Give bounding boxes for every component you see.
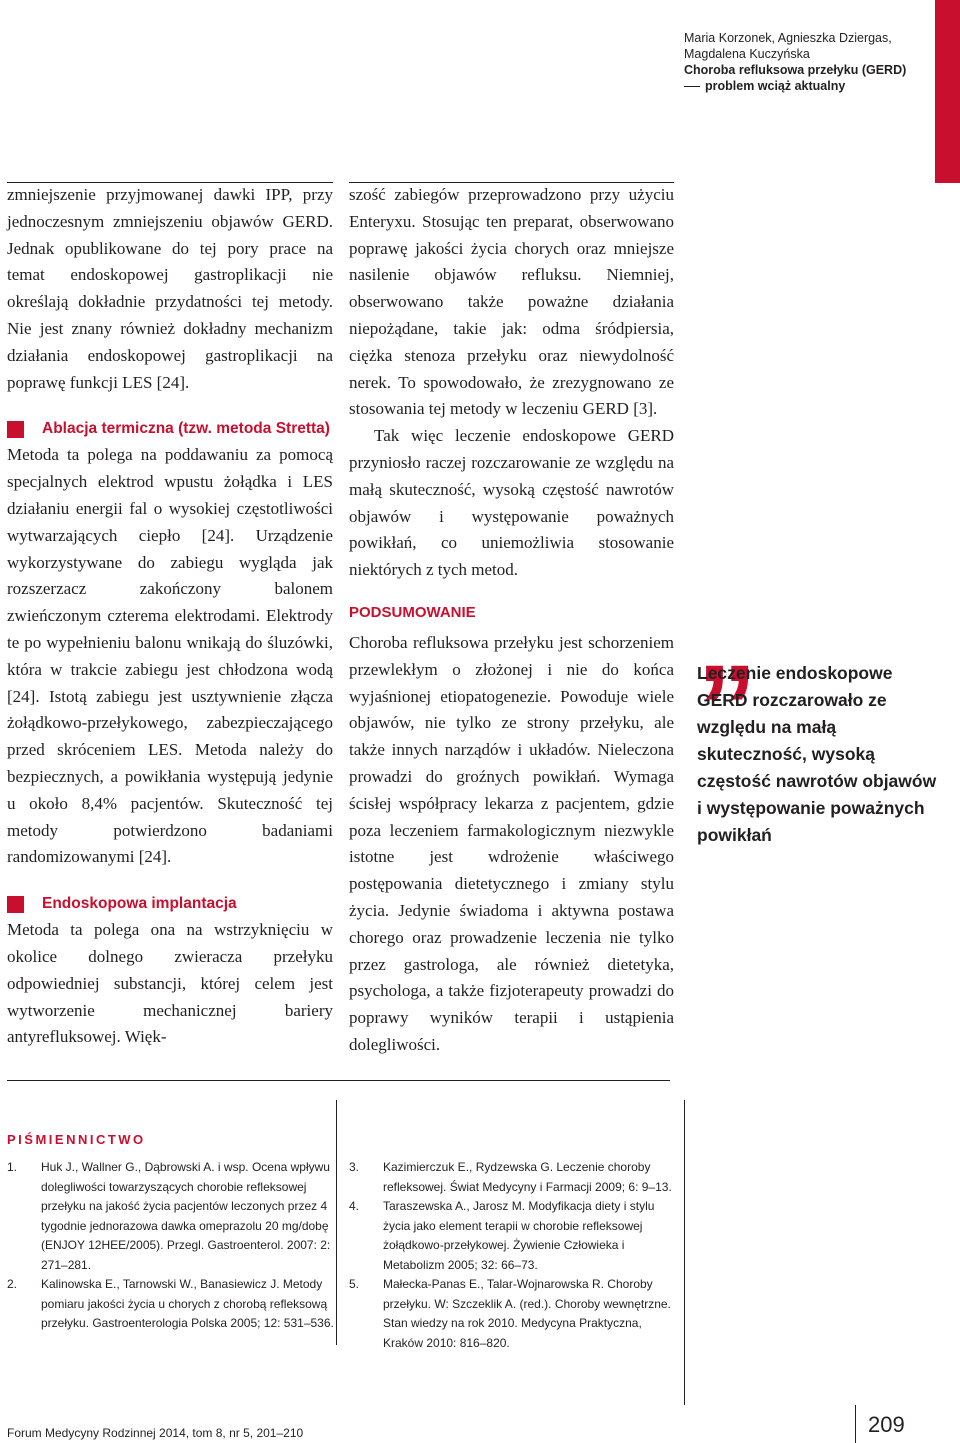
footer-divider <box>855 1405 856 1443</box>
ablation-paragraph: Metoda ta polega na poddawaniu za pomocą specjalnych elektrod wpustu żołądka i LES działaniu energii fal o wysokiej częstotliwości wytwarzających ciepło [24]. Urządzenie wykorzystywane do zabiegu wygląda jak rozszerzacz zakończony balonem zwieńczonym czterema elektrodami. Elektrody te po wypełnieniu balonu wnikają do śluzówki, która w trakcie zabiegu jest chłodzona wodą [24]. Istotą zabiegu jest usztywnienie złącza żołądkowo-przełykowego, zabezpieczającego przed skróceniem LES. Metoda należy do bezpiecznych, a powikłania występują jedynie u około 8,4% pacjentów. Skuteczność tej metody potwierdzono badaniami randomizowanymi [24]. <box>7 445 333 867</box>
section-heading-implantation <box>7 891 333 917</box>
running-head-title-2: problem wciąż aktualny <box>705 79 846 93</box>
references-left <box>7 1158 337 1334</box>
reference-number: 3. <box>349 1160 360 1174</box>
summary-heading: PODSUMOWANIE <box>349 603 476 621</box>
running-head <box>684 30 924 94</box>
references-right <box>349 1158 674 1353</box>
reference-item <box>349 1275 674 1353</box>
reference-text: Kazimierczuk E., Rydzewska G. Leczenie choroby refleksowej. Świat Medycyny i Farmacji 2009; 6: 9–13. <box>383 1160 672 1194</box>
article-column-1 <box>7 182 333 1051</box>
summary-paragraph: Choroba refluksowa przełyku jest schorzeniem przewlekłym o złożonej i nie do końca wyjaśnionej etiopatogenezie. Powoduje wiele objawów, nie tylko ze strony przełyku, ale także innych narządów i układów. Nieleczona prowadzi do groźnych powikłań. Wymaga ścisłej współpracy lekarza z pacjentem, gdzie poza leczeniem farmakologicznym niezwykle istotne jest wdrożenie właściwego postępowania dietetycznego i zmiany stylu życia. Jedynie świadoma i aktywna postawa chorego oraz prowadzenie leczenia nie tylko przez gastrologa, ale również dietetyka, psychologa, a także fizjoterapeuty prowadzi do poprawy wyników terapii i ustąpienia dolegliwości. <box>349 632 674 1054</box>
intro-paragraph: zmniejszenie przyjmowanej dawki IPP, przy jednoczesnym zmniejszeniu objawów GERD. Jednak opublikowane do tej pory prace na temat endoskopowej gastroplikacji nie określają dokładnie przydatności tej metody. Nie jest znany również dokładny mechanizm działania endoskopowej gastroplikacji na poprawę funkcji LES [24]. <box>7 185 333 392</box>
pull-quote-text: Leczenie endoskopowe GERD rozczarowało ze względu na małą skuteczność, wysoką częstość nawrotów objawów i występowanie poważnych powikłań <box>697 663 937 845</box>
section-heading-ablation-text: Ablacja termiczna (tzw. metoda Stretta) <box>42 420 330 438</box>
reference-text: Taraszewska A., Jarosz M. Modyfikacja diety i stylu życia jako element terapii w chorobie refleksowej żołądkowo-przełykowej. Żywienie Człowieka i Metabolizm 2005; 32: 66–73. <box>383 1199 655 1272</box>
reference-number: 5. <box>349 1277 360 1291</box>
page-number: 209 <box>868 1412 905 1437</box>
reference-number: 1. <box>7 1160 18 1174</box>
implantation-paragraph: Metoda ta polega ona na wstrzyknięciu w okolice dolnego zwieracza przełyku odpowiedniej substancji, której celem jest wytworzenie mechanicznej bariery antyrefluksowej. Więk- <box>7 920 333 1047</box>
reference-number: 2. <box>7 1277 18 1291</box>
reference-number: 4. <box>349 1199 360 1213</box>
reference-text: Huk J., Wallner G., Dąbrowski A. i wsp. Ocena wpływu dolegliwości towarzyszących chorobie refleksowej przełyku na jakość życia pacjentów leczonych przez 4 tygodnie jednorazowa dawka omeprazolu 20 mg/dobę (ENJOY 12HEE/2005). Przegl. Gastroenterol. 2007: 2: 271–281. <box>41 1160 331 1272</box>
journal-citation: Forum Medycyny Rodzinnej 2014, tom 8, nr 5, 201–210 <box>7 1426 304 1440</box>
section-marker-square <box>7 896 24 913</box>
references-divider <box>7 1080 670 1081</box>
reference-text: Kalinowska E., Tarnowski W., Banasiewicz J. Metody pomiaru jakości życia u chorych z chorobą refleksową przełyku. Gastroenterologia Polska 2005; 12: 531–536. <box>41 1277 334 1330</box>
article-column-2 <box>349 182 674 1059</box>
reference-text: Małecka-Panas E., Talar-Wojnarowska R. Choroby przełyku. W: Szczeklik A. (red.). Choroby wewnętrzne. Stan wiedzy na rok 2010. Medycyna Praktyczna, Kraków 2010: 816–820. <box>383 1277 671 1350</box>
conclusion-paragraph: Tak więc leczenie endoskopowe GERD przyniosło raczej rozczarowanie ze względu na małą skuteczność, wysoką częstość nawrotów objawów i występowanie poważnych powikłań, co uniemożliwia stosowanie niektórych z tych metod. <box>349 426 674 580</box>
reference-item <box>7 1158 337 1275</box>
reference-item <box>7 1275 337 1334</box>
dash-rule <box>684 86 700 87</box>
running-head-authors-2: Magdalena Kuczyńska <box>684 47 810 61</box>
running-head-title-1: Choroba refluksowa przełyku (GERD) <box>684 63 907 77</box>
section-heading-implantation-text: Endoskopowa implantacja <box>42 895 237 913</box>
running-head-title-2-wrap <box>684 78 924 94</box>
running-head-authors-1: Maria Korzonek, Agnieszka Dziergas, <box>684 31 892 45</box>
reference-item <box>349 1158 674 1197</box>
references-title: PIŚMIENNICTWO <box>7 1132 146 1147</box>
section-heading-ablation <box>7 416 333 442</box>
red-tab-decoration <box>935 0 960 183</box>
reference-item <box>349 1197 674 1275</box>
page-column-rule <box>684 1100 685 1405</box>
section-marker-square <box>7 421 24 438</box>
pull-quote <box>697 573 937 849</box>
quote-mark-icon: „ <box>697 573 751 707</box>
enteryx-paragraph: szość zabiegów przeprowadzono przy użyciu Enteryxu. Stosując ten preparat, obserwowano poprawę jakości życia chorych oraz mniejsze nasilenie objawów refluksu. Niemniej, obserwowano także poważne działania niepożądane, takie jak: odma śródpiersia, ciężka stenoza przełyku oraz niewydolność nerek. To spowodowało, że zrezygnowano ze stosowania tej metody w leczeniu GERD [3]. <box>349 185 674 419</box>
